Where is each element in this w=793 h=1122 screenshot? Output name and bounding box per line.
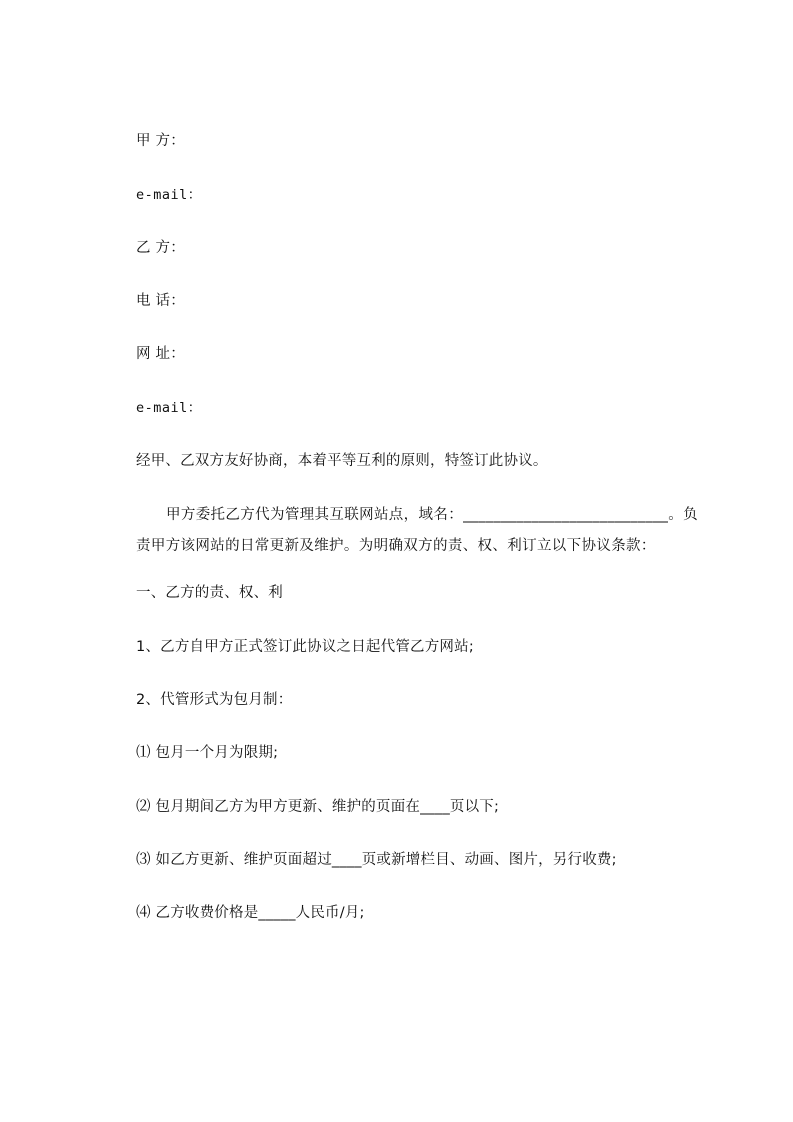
sub-clause-item: ⑶ 如乙方更新、维护页面超过____页或新增栏目、动画、图片，另行收费;	[136, 852, 617, 868]
sub-clause-item: ⑷ 乙方收费价格是_____人民币/月;	[136, 905, 365, 921]
intro-statement: 经甲、乙双方友好协商，本着平等互利的原则，特签订此协议。	[136, 453, 548, 469]
party-b-label: 乙 方：	[136, 240, 185, 256]
email-label: e-mail：	[136, 187, 202, 203]
phone-label: 电 话：	[136, 293, 185, 309]
party-a-label: 甲 方：	[136, 133, 185, 149]
email-label: e-mail：	[136, 400, 202, 416]
sub-clause-item: ⑴ 包月一个月为限期;	[136, 745, 279, 761]
website-label: 网 址：	[136, 346, 185, 362]
section-title: 一、乙方的责、权、利	[136, 585, 283, 601]
clause-item: 2、代管形式为包月制：	[136, 692, 293, 708]
commission-paragraph: 甲方委托乙方代为管理其互联网站点，域名：___________________________。负责甲方该网站的日常更新及维护。为明确双方的责、权、利订立以下协议条款：	[136, 507, 698, 554]
clause-item: 1、乙方自甲方正式签订此协议之日起代管乙方网站;	[136, 639, 474, 655]
sub-clause-item: ⑵ 包月期间乙方为甲方更新、维护的页面在____页以下;	[136, 799, 500, 815]
